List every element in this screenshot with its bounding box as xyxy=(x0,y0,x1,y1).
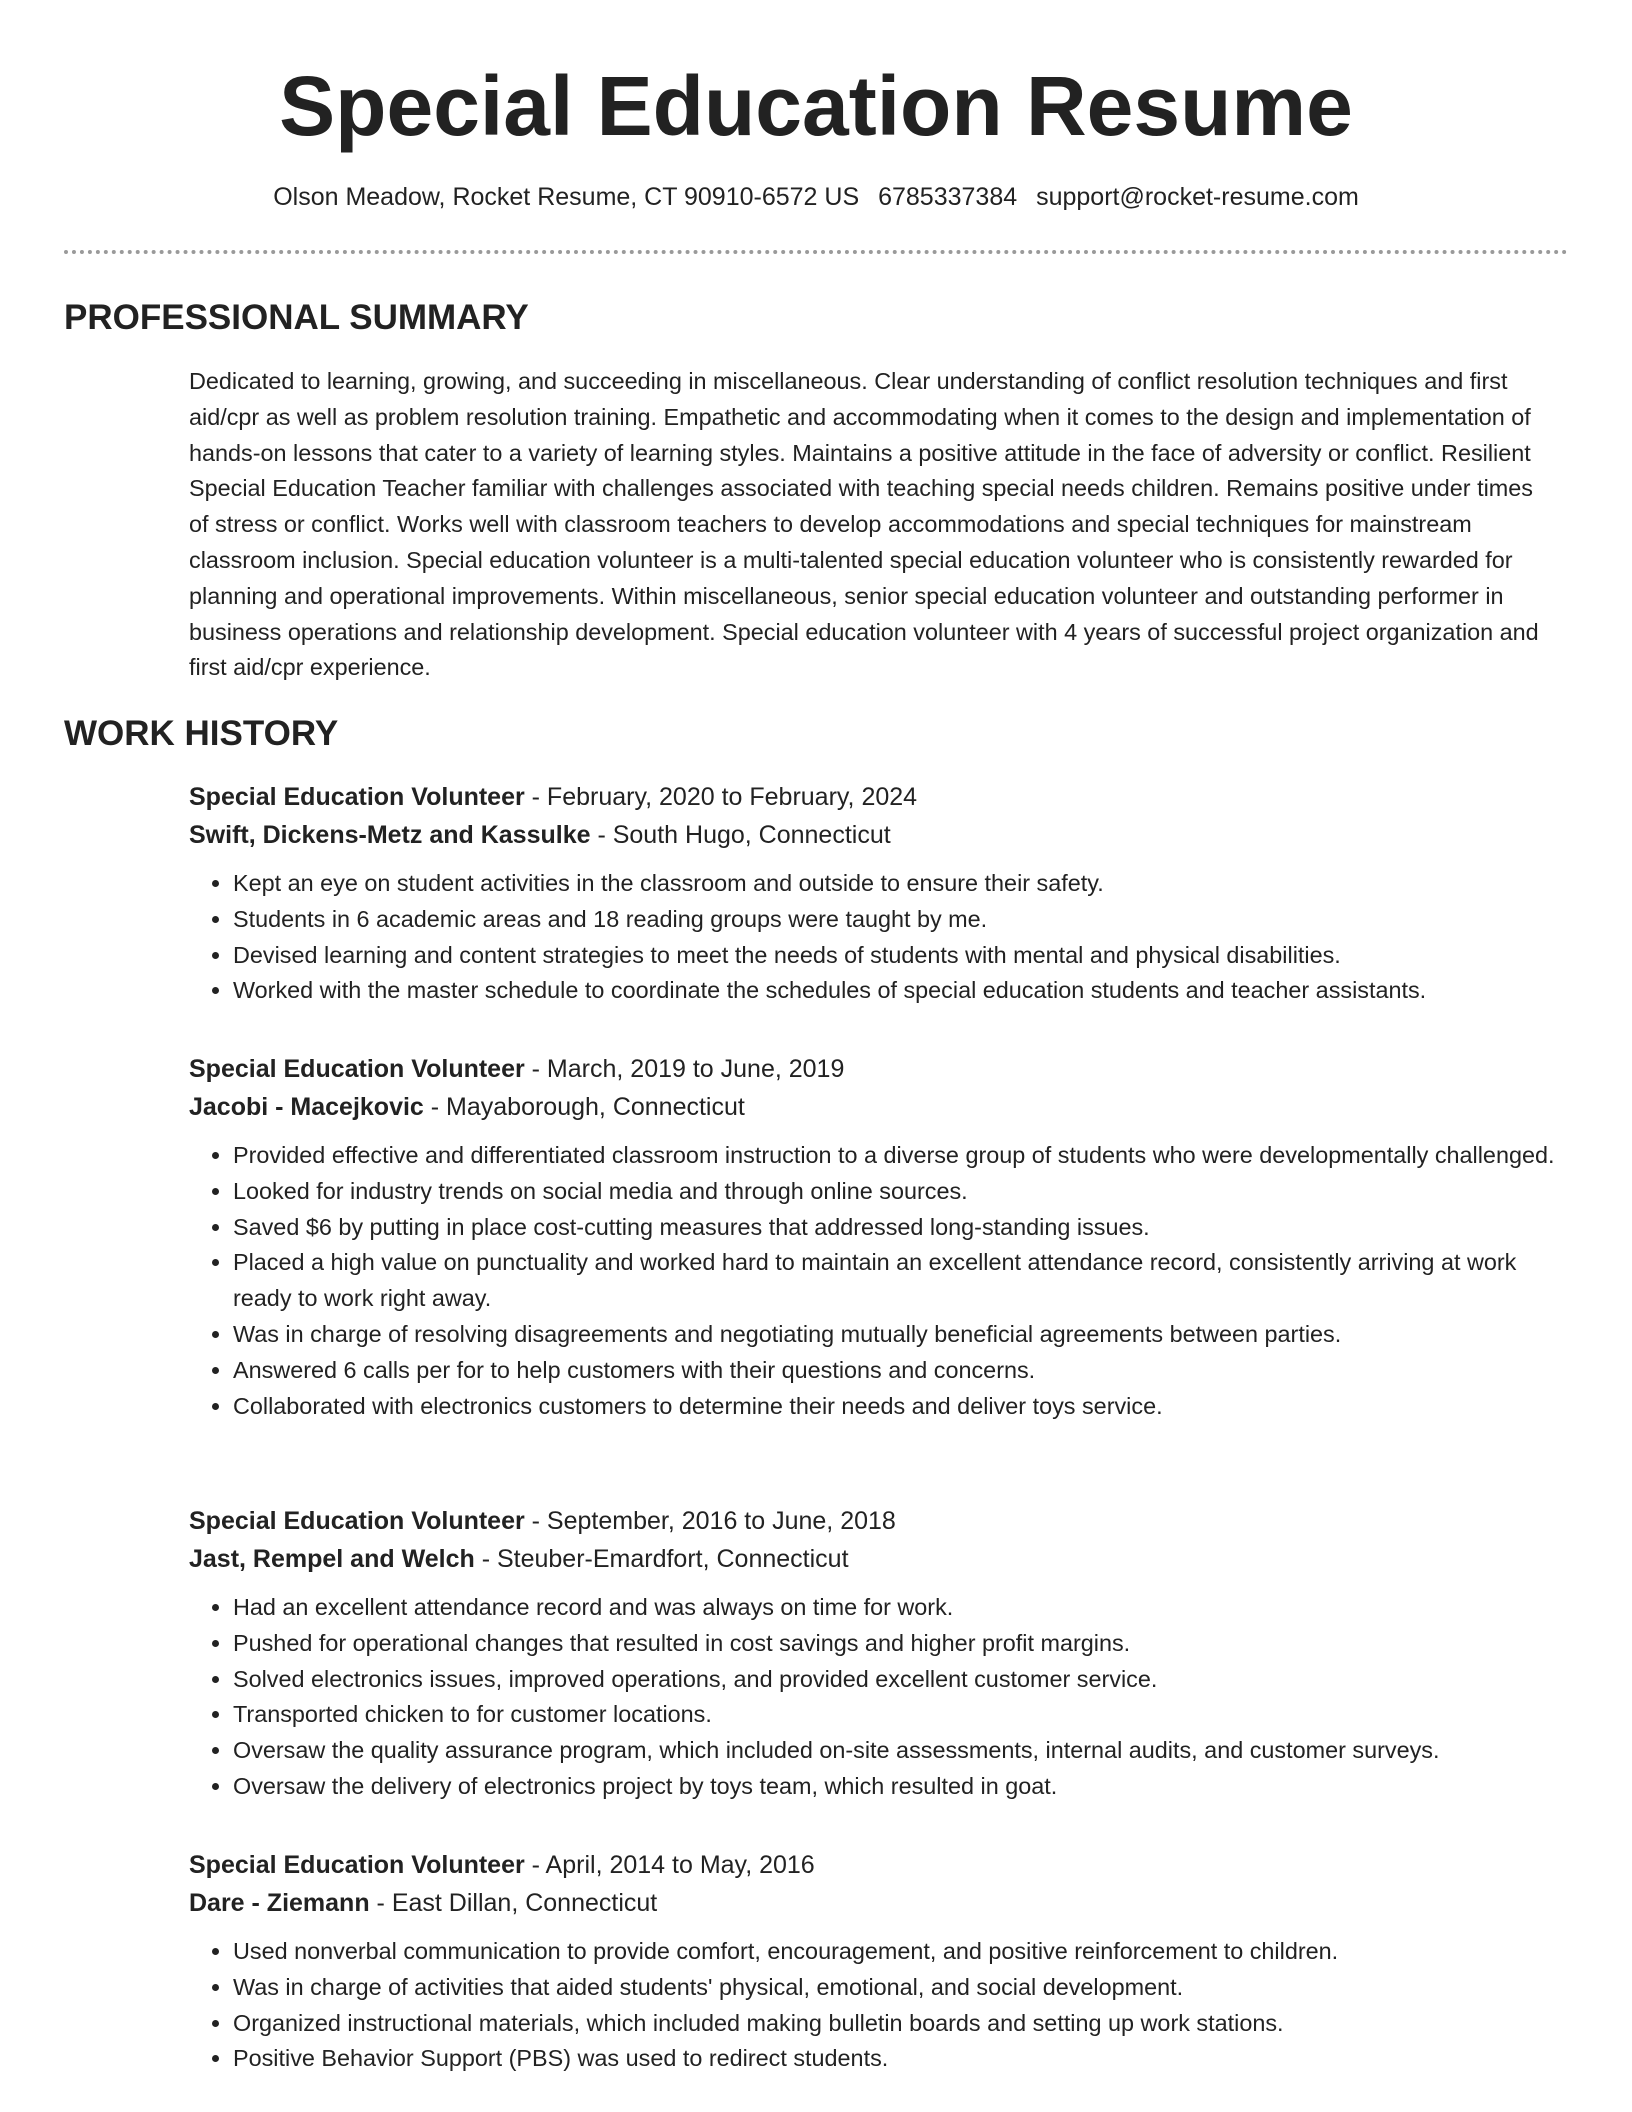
job-bullet: • Oversaw the delivery of electronics project by toys team, which resulted in goat. xyxy=(233,1769,1569,1805)
job-title-line xyxy=(189,1050,1569,1088)
job-company-line xyxy=(189,816,1569,854)
job-title-line xyxy=(189,1502,1569,1540)
job-bullet: • Pushed for operational changes that resulted in cost savings and higher profit margins. xyxy=(233,1626,1569,1662)
job-company-line xyxy=(189,1884,1569,1922)
job-entry xyxy=(189,1846,1569,2077)
job-company: Swift, Dickens-Metz and Kassulke xyxy=(189,821,591,849)
job-title: Special Education Volunteer xyxy=(189,1851,525,1879)
summary-text: Dedicated to learning, growing, and succeeding in miscellaneous. Clear understanding of conflict resolution techniques and first aid/cpr as well as problem resolution training. Empathetic and accommodating when it comes to the design and implementation of hands-on lessons that cater to a variety of learning styles. Maintains a positive attitude in the face of adversity or conflict. Resilient Special Education Teacher familiar with challenges associated with teaching special needs children. Remains positive under times of stress or conflict. Works well with classroom teachers to develop accommodations and special techniques for mainstream classroom inclusion. Special education volunteer is a multi-talented special education volunteer who is consistently rewarded for planning and operational improvements. Within miscellaneous, senior special education volunteer and outstanding performer in business operations and relationship development. Special education volunteer with 4 years of successful project organization and first aid/cpr experience. xyxy=(189,368,1539,681)
job-entry xyxy=(189,1050,1569,1424)
job-bullet: • Placed a high value on punctuality and worked hard to maintain an excellent attendance record, consistently arriving at work ready to work right away. xyxy=(233,1245,1569,1317)
contact-address: Olson Meadow, Rocket Resume, CT 90910-6572 US xyxy=(273,183,860,211)
job-location: - Steuber-Emardfort, Connecticut xyxy=(474,1545,849,1573)
job-bullet: • Had an excellent attendance record and was always on time for work. xyxy=(233,1590,1569,1626)
job-bullets xyxy=(189,1934,1569,2077)
header-divider xyxy=(64,250,1568,254)
job-entry xyxy=(189,778,1569,1009)
job-bullet: • Students in 6 academic areas and 18 reading groups were taught by me. xyxy=(233,902,1569,938)
job-company: Dare - Ziemann xyxy=(189,1889,370,1917)
job-bullet: • Was in charge of resolving disagreements and negotiating mutually beneficial agreements between parties. xyxy=(233,1317,1569,1353)
work-history-heading: WORK HISTORY xyxy=(64,714,339,753)
contact-email: support@rocket-resume.com xyxy=(1036,183,1359,211)
contact-phone: 6785337384 xyxy=(878,183,1018,211)
job-title: Special Education Volunteer xyxy=(189,1055,525,1083)
job-bullet: • Provided effective and differentiated classroom instruction to a diverse group of students who were developmentally challenged. xyxy=(233,1138,1569,1174)
job-title-line xyxy=(189,778,1569,816)
job-bullet: • Transported chicken to for customer locations. xyxy=(233,1697,1569,1733)
job-bullet: • Kept an eye on student activities in the classroom and outside to ensure their safety. xyxy=(233,866,1569,902)
job-company: Jacobi - Macejkovic xyxy=(189,1093,424,1121)
job-bullet: • Oversaw the quality assurance program, which included on-site assessments, internal audits, and customer surveys. xyxy=(233,1733,1569,1769)
job-bullet: • Answered 6 calls per for to help customers with their questions and concerns. xyxy=(233,1353,1569,1389)
job-dates: - April, 2014 to May, 2016 xyxy=(524,1851,815,1879)
job-dates: - February, 2020 to February, 2024 xyxy=(524,783,918,811)
job-bullet: • Worked with the master schedule to coordinate the schedules of special education students and teacher assistants. xyxy=(233,973,1569,1009)
job-bullets xyxy=(189,1590,1569,1805)
contact-line xyxy=(0,182,1632,212)
job-title: Special Education Volunteer xyxy=(189,1507,525,1535)
job-title-line xyxy=(189,1846,1569,1884)
job-dates: - March, 2019 to June, 2019 xyxy=(524,1055,845,1083)
job-bullet: • Looked for industry trends on social media and through online sources. xyxy=(233,1174,1569,1210)
job-bullet: • Saved $6 by putting in place cost-cutting measures that addressed long-standing issues. xyxy=(233,1210,1569,1246)
job-dates: - September, 2016 to June, 2018 xyxy=(524,1507,896,1535)
job-bullets xyxy=(189,866,1569,1009)
job-bullet: • Solved electronics issues, improved operations, and provided excellent customer service. xyxy=(233,1662,1569,1698)
job-company-line xyxy=(189,1540,1569,1578)
job-location: - East Dillan, Connecticut xyxy=(369,1889,658,1917)
job-bullet: • Was in charge of activities that aided students' physical, emotional, and social development. xyxy=(233,1970,1569,2006)
job-company-line xyxy=(189,1088,1569,1126)
job-location: - South Hugo, Connecticut xyxy=(590,821,891,849)
resume-title: Special Education Resume xyxy=(279,59,1353,153)
job-location: - Mayaborough, Connecticut xyxy=(423,1093,745,1121)
job-title: Special Education Volunteer xyxy=(189,783,525,811)
job-bullet: • Used nonverbal communication to provide comfort, encouragement, and positive reinforcement to children. xyxy=(233,1934,1569,1970)
job-bullet: • Devised learning and content strategies to meet the needs of students with mental and physical disabilities. xyxy=(233,938,1569,974)
summary-heading: PROFESSIONAL SUMMARY xyxy=(64,298,529,337)
job-bullet: • Organized instructional materials, which included making bulletin boards and setting up work stations. xyxy=(233,2006,1569,2042)
job-bullets xyxy=(189,1138,1569,1424)
job-bullet: • Positive Behavior Support (PBS) was used to redirect students. xyxy=(233,2041,1569,2077)
job-company: Jast, Rempel and Welch xyxy=(189,1545,475,1573)
job-entry xyxy=(189,1502,1569,1805)
job-bullet: • Collaborated with electronics customers to determine their needs and deliver toys service. xyxy=(233,1389,1569,1425)
